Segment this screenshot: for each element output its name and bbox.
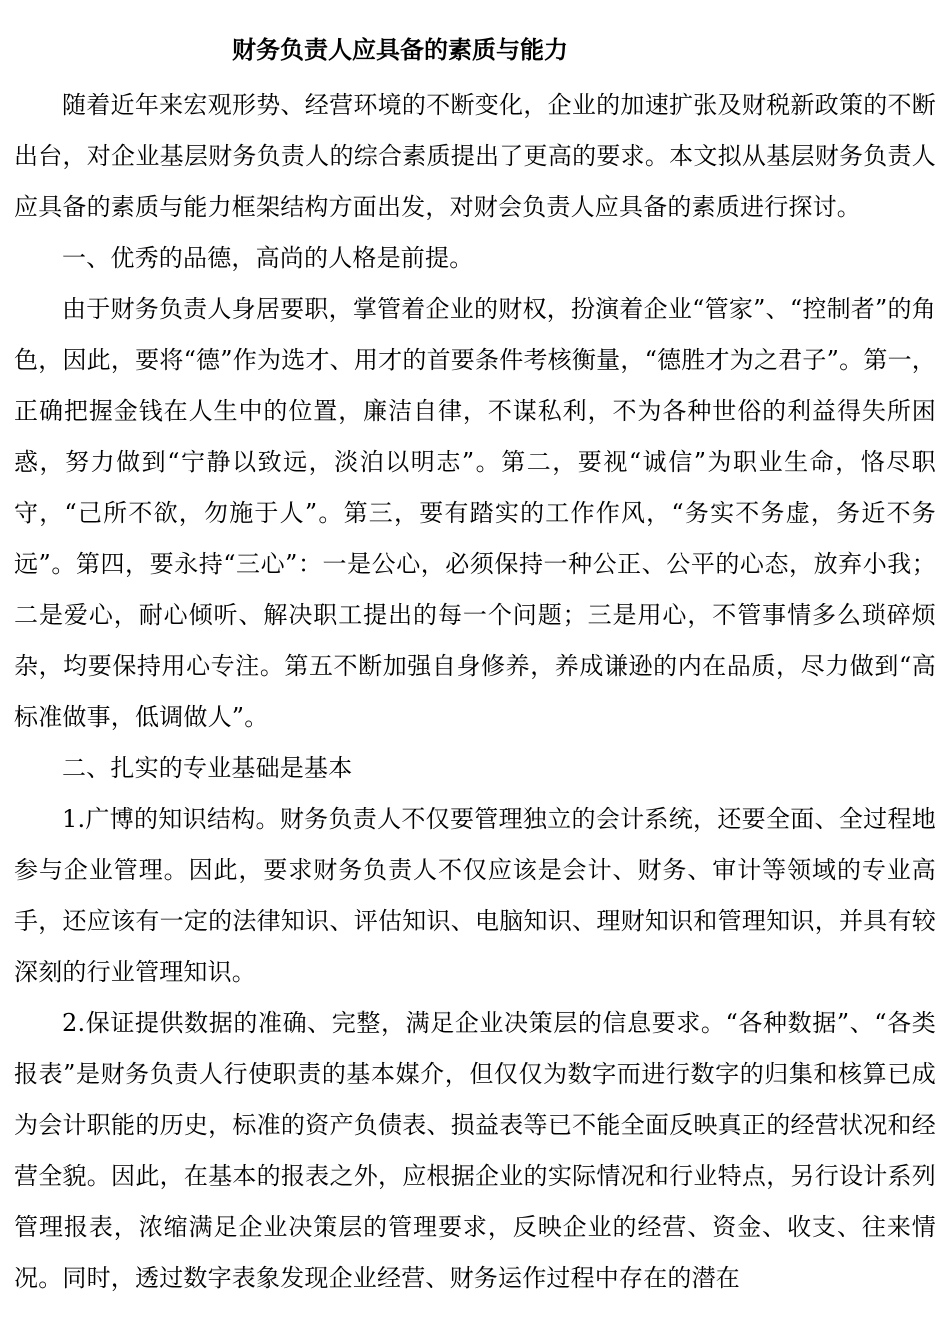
document-title: 财务负责人应具备的素质与能力 bbox=[232, 36, 568, 64]
document-page bbox=[14, 20, 936, 1304]
section-heading-1: 一、优秀的品德，高尚的人格是前提。 bbox=[62, 244, 474, 272]
paragraph-intro: 随着近年来宏观形势、经营环境的不断变化，企业的加速扩张及财税新政策的不断出台，对企业基层财务负责人的综合素质提出了更高的要求。本文拟从基层财务负责人应具备的素质与能力框架结构方面出发，对财会负责人应具备的素质进行探讨。 bbox=[14, 91, 936, 221]
paragraph-morality: 由于财务负责人身居要职，掌管着企业的财权，扮演着企业“管家”、“控制者”的角色，因此，要将“德”作为选才、用才的首要条件考核衡量，“德胜才为之君子”。第一，正确把握金钱在人生中的位置，廉洁自律，不谋私利，不为各种世俗的利益得失所困惑，努力做到“宁静以致远，淡泊以明志”。第二，要视“诚信”为职业生命，恪尽职守，“己所不欲，勿施于人”。第三，要有踏实的工作作风，“务实不务虚，务近不务远”。第四，要永持“三心”：一是公心，必须保持一种公正、公平的心态，放弃小我；二是爱心，耐心倾听、解决职工提出的每一个问题；三是用心，不管事情多么琐碎烦杂，均要保持用心专注。第五不断加强自身修养，养成谦逊的内在品质，尽力做到“高标准做事，低调做人”。 bbox=[14, 295, 936, 731]
paragraph-data: 2.保证提供数据的准确、完整，满足企业决策层的信息要求。“各种数据”、“各类报表”是财务负责人行使职责的基本媒介，但仅仅为数字而进行数字的归集和核算已成为会计职能的历史，标准的资产负债表、损益表等已不能全面反映真正的经营状况和经营全貌。因此，在基本的报表之外，应根据企业的实际情况和行业特点，另行设计系列管理报表，浓缩满足企业决策层的管理要求，反映企业的经营、资金、收支、往来情况。同时，透过数字表象发现企业经营、财务运作过程中存在的潜在 bbox=[14, 1009, 936, 1292]
section-heading-2: 二、扎实的专业基础是基本 bbox=[62, 754, 353, 782]
paragraph-knowledge: 1.广博的知识结构。财务负责人不仅要管理独立的会计系统，还要全面、全过程地参与企业管理。因此，要求财务负责人不仅应该是会计、财务、审计等领域的专业高手，还应该有一定的法律知识、评估知识、电脑知识、理财知识和管理知识，并具有较深刻的行业管理知识。 bbox=[14, 805, 936, 986]
